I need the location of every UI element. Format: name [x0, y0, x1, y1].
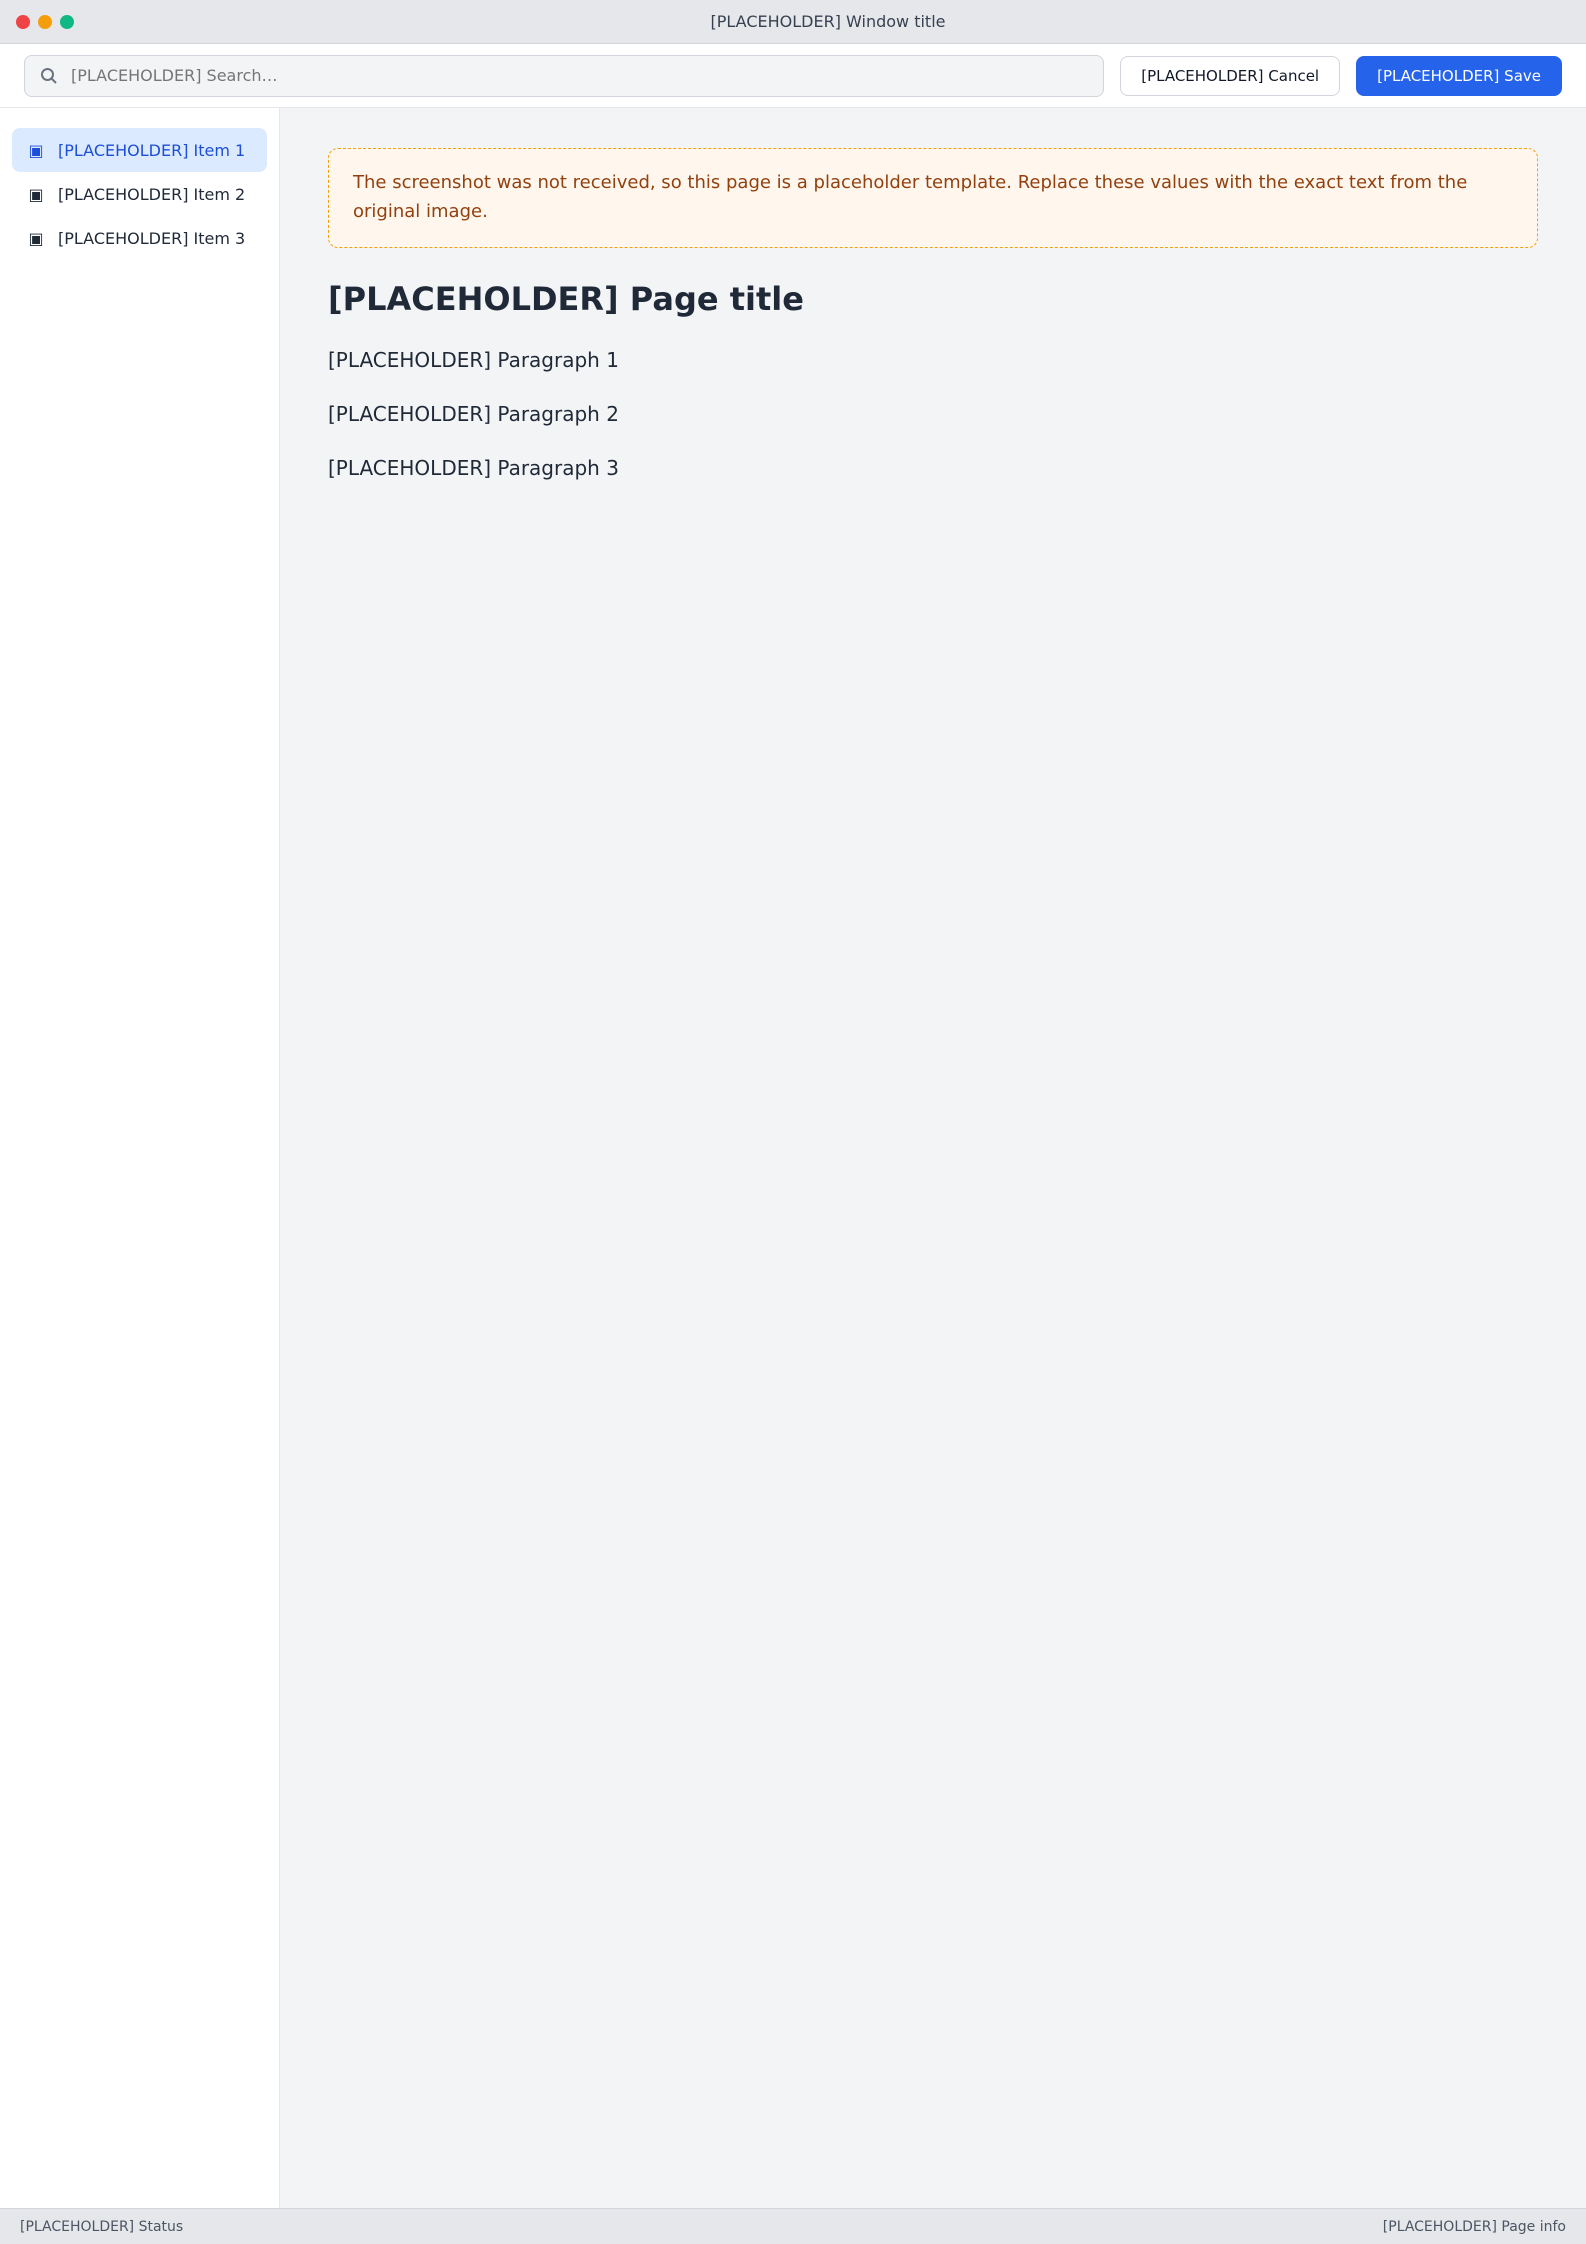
- status-left: [PLACEHOLDER] Status: [20, 2218, 184, 2235]
- cancel-button[interactable]: [PLACEHOLDER] Cancel: [1120, 56, 1340, 96]
- sidebar-item[interactable]: [12, 128, 267, 172]
- placeholder-notice: The screenshot was not received, so this page is a placeholder template. Replace these values with the exact text from the original image.: [328, 148, 1538, 248]
- close-window-button[interactable]: [16, 15, 30, 29]
- folder-icon: ▣: [28, 228, 44, 248]
- search-icon: [39, 66, 59, 86]
- folder-icon: ▣: [28, 184, 44, 204]
- search-input[interactable]: [69, 65, 1089, 86]
- page-title: [PLACEHOLDER] Page title: [328, 279, 804, 318]
- sidebar-item-label: [PLACEHOLDER] Item 1: [58, 140, 246, 160]
- sidebar-item-label: [PLACEHOLDER] Item 2: [58, 184, 246, 204]
- status-bar: [0, 2208, 1586, 2244]
- sidebar-item[interactable]: [12, 216, 267, 260]
- window-controls: [16, 15, 74, 29]
- content-pane: [280, 108, 1586, 2208]
- minimize-window-button[interactable]: [38, 15, 52, 29]
- toolbar: [0, 44, 1586, 108]
- paragraph: [PLACEHOLDER] Paragraph 3: [328, 455, 619, 480]
- search-box[interactable]: [24, 55, 1104, 97]
- window-title: [PLACEHOLDER] Window title: [710, 12, 946, 31]
- sidebar-item[interactable]: [12, 172, 267, 216]
- main-area: [0, 108, 1586, 2208]
- sidebar: [0, 108, 280, 2208]
- paragraph: [PLACEHOLDER] Paragraph 2: [328, 401, 619, 426]
- sidebar-item-label: [PLACEHOLDER] Item 3: [58, 228, 246, 248]
- save-button[interactable]: [PLACEHOLDER] Save: [1356, 56, 1562, 96]
- status-right: [PLACEHOLDER] Page info: [1382, 2218, 1566, 2235]
- folder-icon: ▣: [28, 140, 44, 160]
- paragraph: [PLACEHOLDER] Paragraph 1: [328, 347, 619, 372]
- maximize-window-button[interactable]: [60, 15, 74, 29]
- title-bar: [0, 0, 1586, 44]
